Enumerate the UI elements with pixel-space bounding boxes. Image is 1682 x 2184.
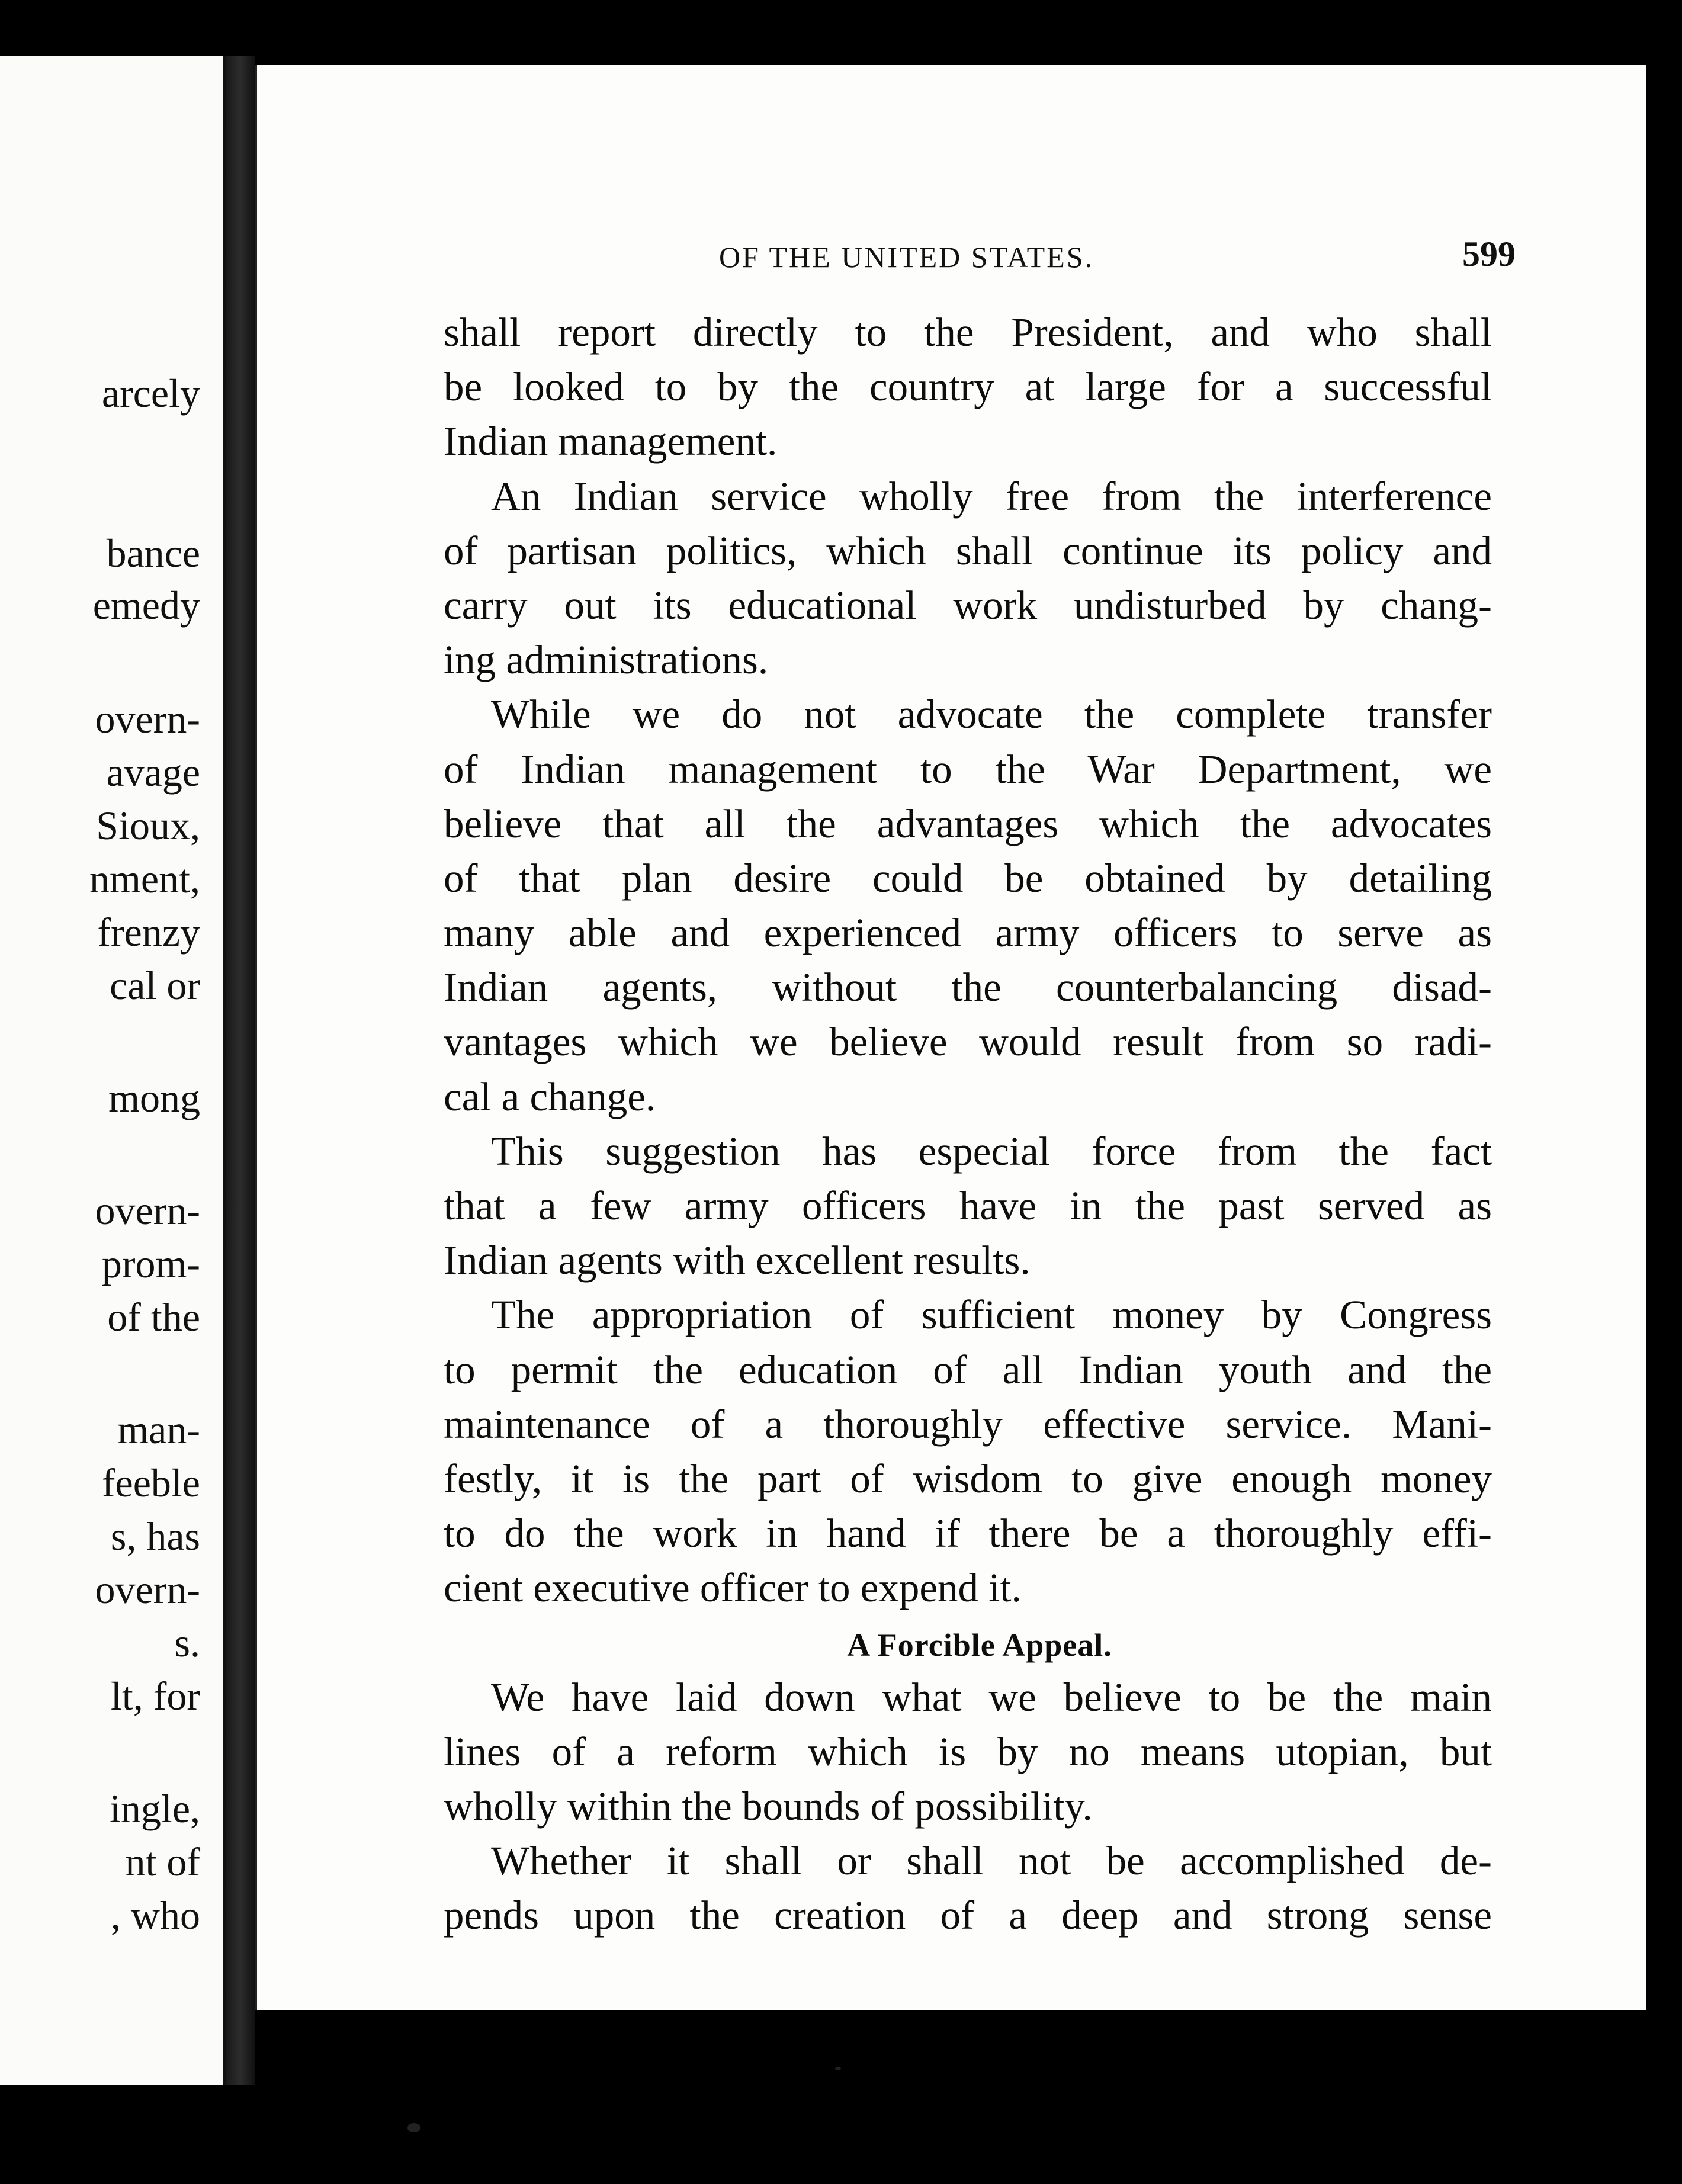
text-line: of that plan desire could be obtained by detailing (444, 855, 1492, 901)
running-head: OF THE UNITED STATES. (719, 240, 1094, 274)
text-line: Whether it shall or shall not be accomplished de- (491, 1838, 1492, 1884)
text-line: maintenance of a thoroughly effective service. Mani- (444, 1401, 1492, 1447)
text-line: ing administrations. (444, 637, 769, 683)
text-line: wholly within the bounds of possibility. (444, 1784, 1093, 1829)
left-page (0, 56, 226, 2085)
text-line: cient executive officer to expend it. (444, 1565, 1022, 1611)
left-page-fragment: ingle, (110, 1786, 200, 1831)
text-line: lines of a reform which is by no means utopian, but (444, 1729, 1492, 1774)
text-line: Indian management. (444, 419, 778, 464)
left-page-fragment: feeble (101, 1460, 200, 1505)
left-page-fragment: emedy (92, 583, 200, 628)
text-line: be looked to by the country at large for a successful (444, 364, 1492, 410)
text-line: to permit the education of all Indian youth and the (444, 1347, 1492, 1392)
left-page-fragment: lt, for (110, 1674, 200, 1719)
text-line: Indian agents, without the counterbalancing disad- (444, 965, 1492, 1010)
text-line: that a few army officers have in the past served as (444, 1183, 1492, 1228)
left-page-fragment: cal or (110, 963, 200, 1008)
left-page-fragment: of the (107, 1295, 200, 1340)
text-line: pends upon the creation of a deep and strong sense (444, 1893, 1492, 1938)
left-page-fragment: overn- (95, 1567, 200, 1612)
left-page-fragment: overn- (95, 1188, 200, 1233)
left-page-fragment: prom- (101, 1241, 200, 1286)
left-page-fragment: s. (174, 1620, 200, 1665)
left-page-fragment: avage (106, 750, 200, 795)
right-page (255, 65, 1646, 2010)
body-text (444, 305, 1492, 1943)
text-line: of Indian management to the War Department, we (444, 746, 1492, 792)
left-page-fragment: arcely (101, 371, 200, 416)
left-page-fragment: nment, (89, 856, 200, 901)
left-page-fragment: bance (106, 531, 200, 576)
book-gutter (226, 56, 255, 2085)
text-line: Indian agents with excellent results. (444, 1238, 1031, 1283)
left-page-fragment: Sioux, (96, 803, 200, 848)
left-page-fragment: , who (110, 1893, 200, 1938)
text-line: to do the work in hand if there be a thoroughly effi- (444, 1511, 1492, 1556)
text-line: An Indian service wholly free from the interference (491, 473, 1492, 519)
left-page-fragment: man- (117, 1407, 200, 1452)
left-page-fragment: frenzy (97, 910, 200, 955)
text-line: carry out its educational work undisturbed by chang- (444, 582, 1492, 628)
text-line: festly, it is the part of wisdom to give enough money (444, 1456, 1492, 1501)
scan-speck (835, 2067, 841, 2070)
left-page-fragment: overn- (95, 696, 200, 741)
page-number: 599 (1462, 235, 1516, 274)
left-page-fragment: s, has (110, 1514, 200, 1559)
text-line: The appropriation of sufficient money by Congress (491, 1292, 1492, 1338)
scan-speck (407, 2123, 420, 2132)
text-line: many able and experienced army officers to serve as (444, 910, 1492, 956)
left-page-fragment: mong (108, 1075, 200, 1120)
text-line: of partisan politics, which shall continue its policy and (444, 528, 1492, 573)
text-line: We have laid down what we believe to be the main (491, 1674, 1492, 1720)
text-line: believe that all the advantages which the advocates (444, 801, 1492, 846)
section-heading: A Forcible Appeal. (847, 1627, 1112, 1663)
text-line: shall report directly to the President, and who shall (444, 310, 1492, 355)
text-line: vantages which we believe would result from so radi- (444, 1019, 1492, 1065)
left-page-fragment: nt of (125, 1839, 200, 1884)
text-line: While we do not advocate the complete transfer (491, 692, 1492, 737)
text-line: cal a change. (444, 1074, 656, 1119)
text-line: This suggestion has especial force from the fact (491, 1128, 1492, 1174)
